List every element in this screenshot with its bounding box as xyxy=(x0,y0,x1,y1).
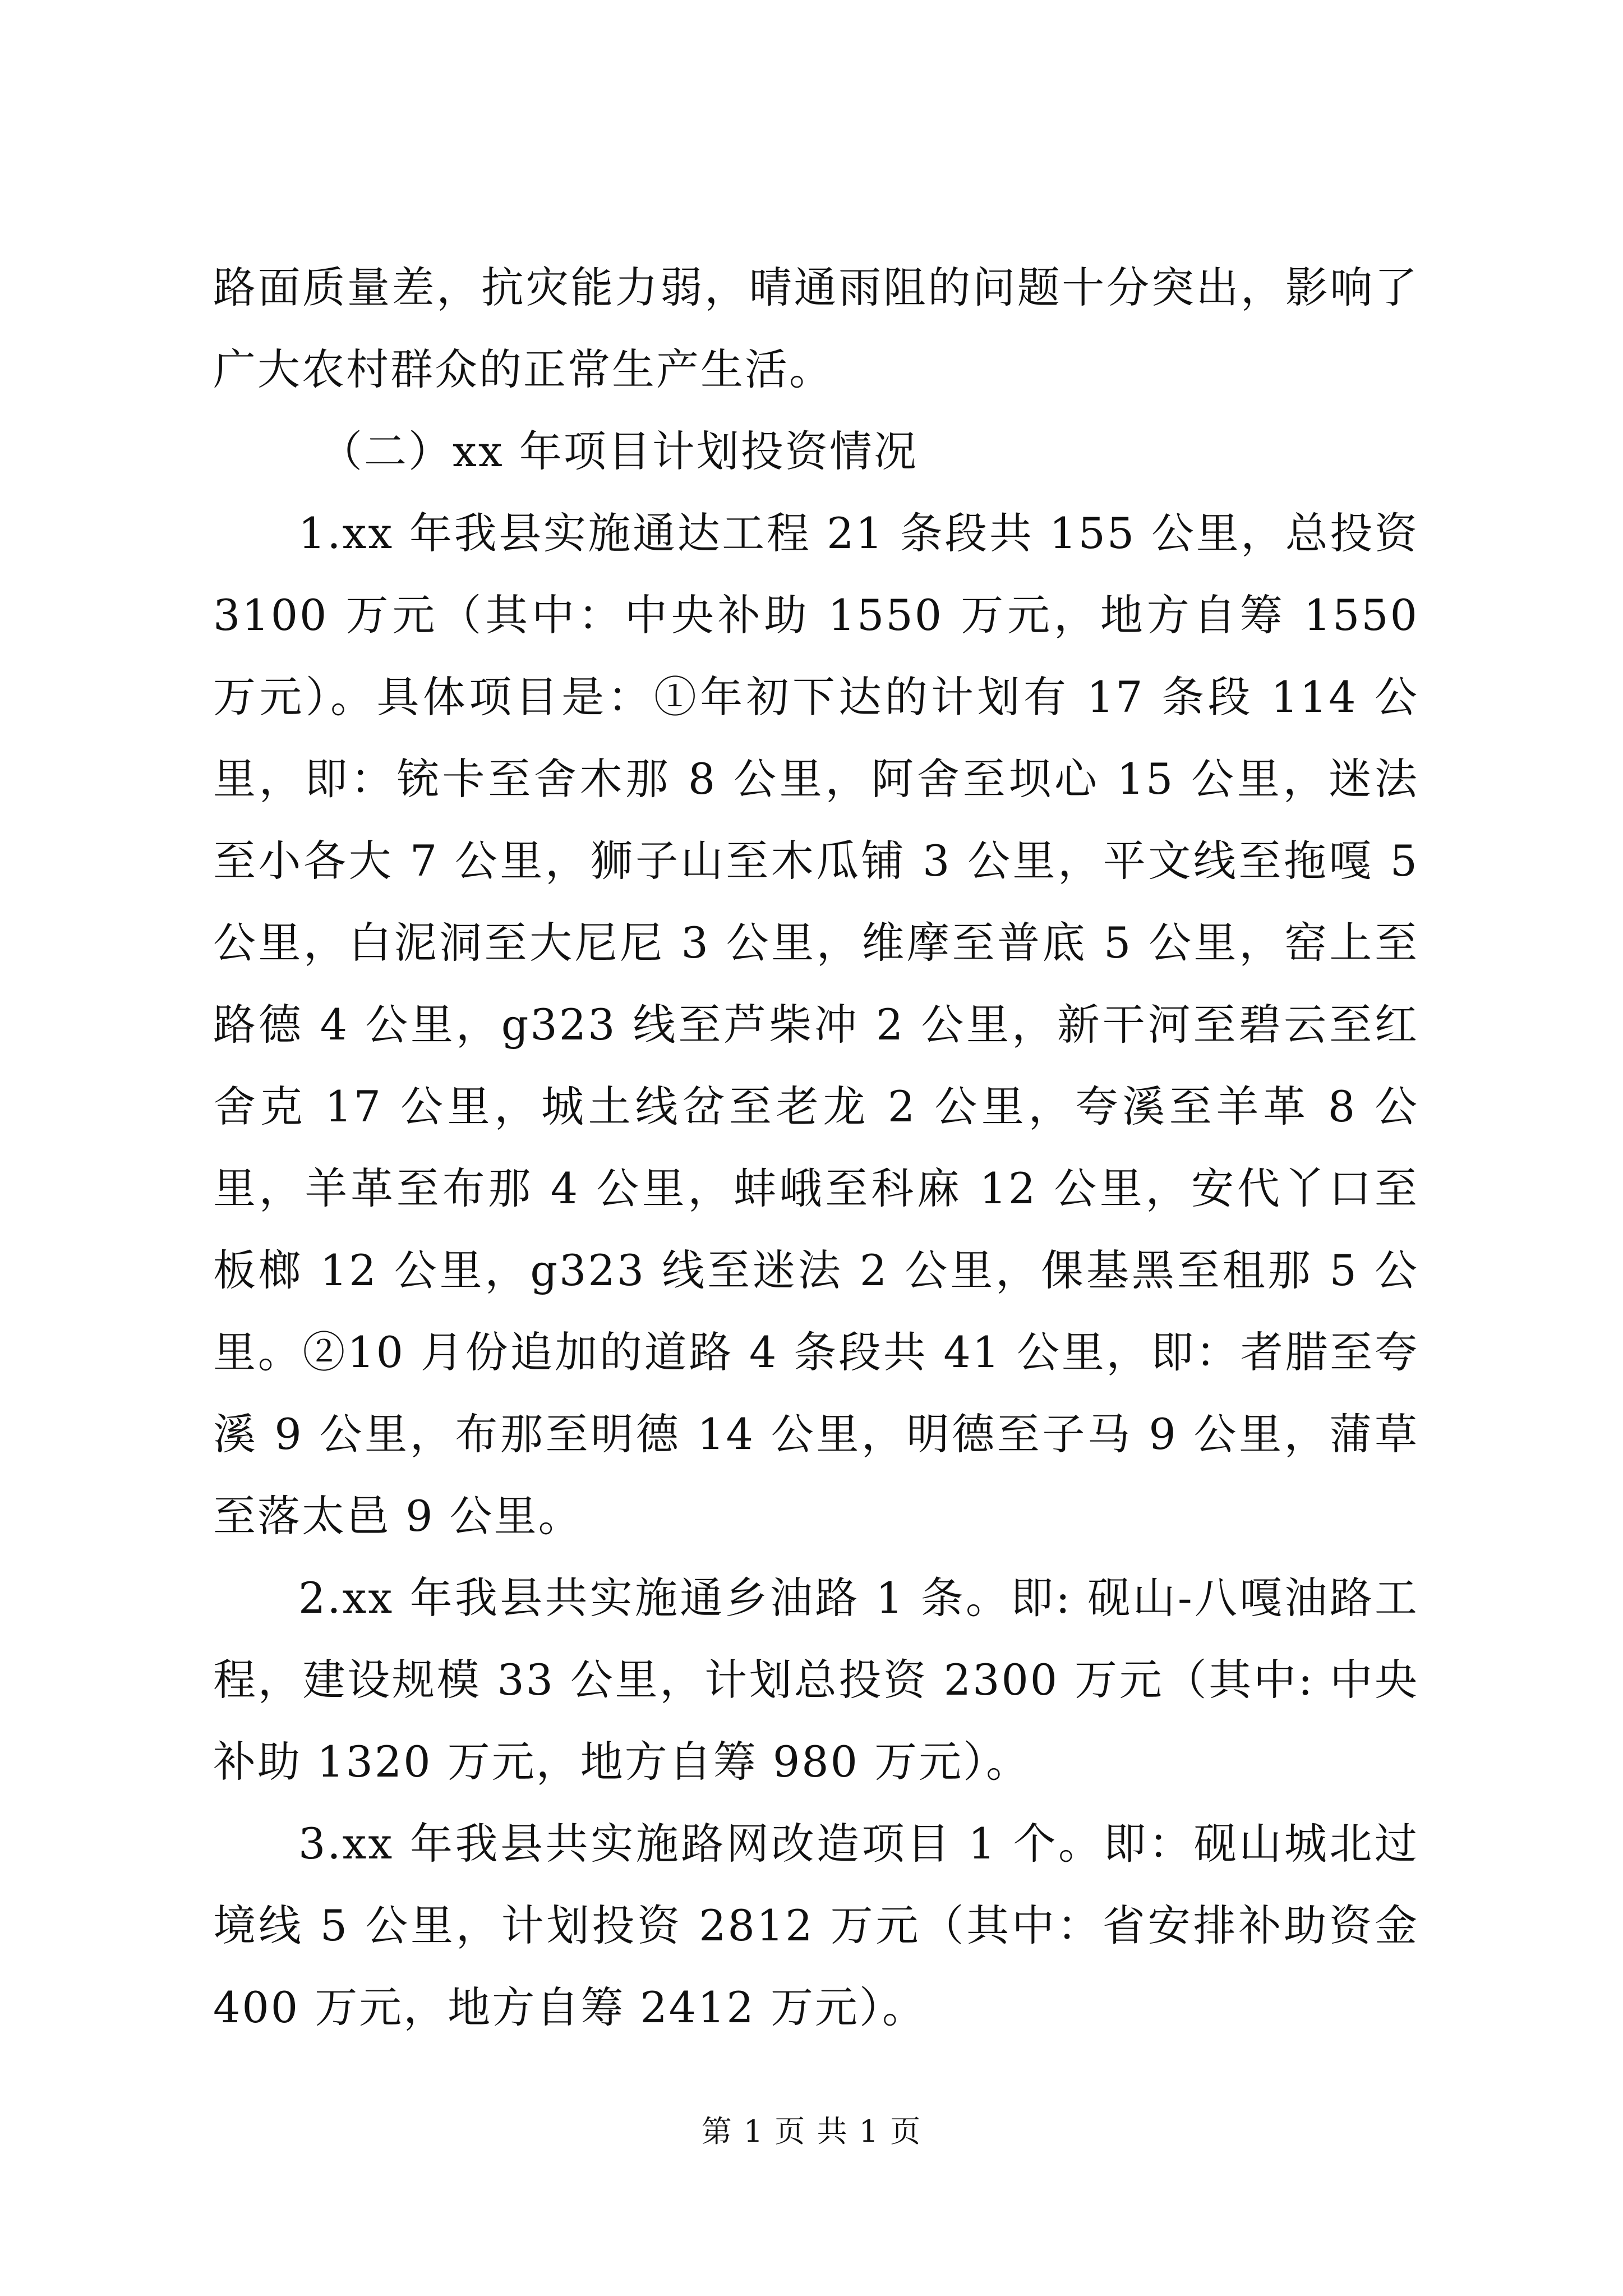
section-heading: （二）xx 年项目计划投资情况 xyxy=(320,426,918,476)
paragraph-item-2: 2.xx 年我县共实施通乡油路 1 条。即: 砚山-八嘎油路工程，建设规模 33 公里，计划总投资 2300 万元（其中: 中央补助 1320 万元，地方自筹 980 万元）。 xyxy=(213,1573,1419,1787)
paragraph-item-1: 1.xx 年我县实施通达工程 21 条段共 155 公里，总投资 3100 万元（其中：中央补助 1550 万元，地方自筹 1550 万元）。具体项目是：①年初下达的计划有 17 条段 114 公里，即：铳卡至舍木那 8 公里，阿舍至坝心 15 公里，迷法至小各大 7 公里，狮子山至木瓜铺 3 公里，平文线至拖嘎 5 公里，白泥洞至大尼尼 3 公里，维摩至普底 5 公里，窑上至路德 4 公里，g323 线至芦柴冲 2 公里，新干河至碧云至红舍克 17 公里，城土线岔至老龙 2 公里，夸溪至羊革 8 公里，羊革至布那 4 公里，蚌峨至科麻 12 公里，安代丫口至板榔 12 公里，g323 线至迷法 2 公里，倮基黑至租那 5 公里。②10 月份追加的道路 4 条段共 41 公里，即：者腊至夸溪 9 公里，布那至明德 14 公里，明德至子马 9 公里，蒲草至落太邑 9 公里。 xyxy=(213,508,1419,1541)
page-footer: 第 1 页 共 1 页 xyxy=(701,2114,922,2149)
document-body xyxy=(213,247,1419,2049)
paragraph-item-3: 3.xx 年我县共实施路网改造项目 1 个。即：砚山城北过境线 5 公里，计划投资 2812 万元（其中：省安排补助资金 400 万元，地方自筹 2412 万元）。 xyxy=(213,1819,1419,2032)
paragraph-continuation: 路面质量差，抗灾能力弱，晴通雨阻的问题十分突出，影响了广大农村群众的正常生产生活。 xyxy=(213,263,1419,394)
